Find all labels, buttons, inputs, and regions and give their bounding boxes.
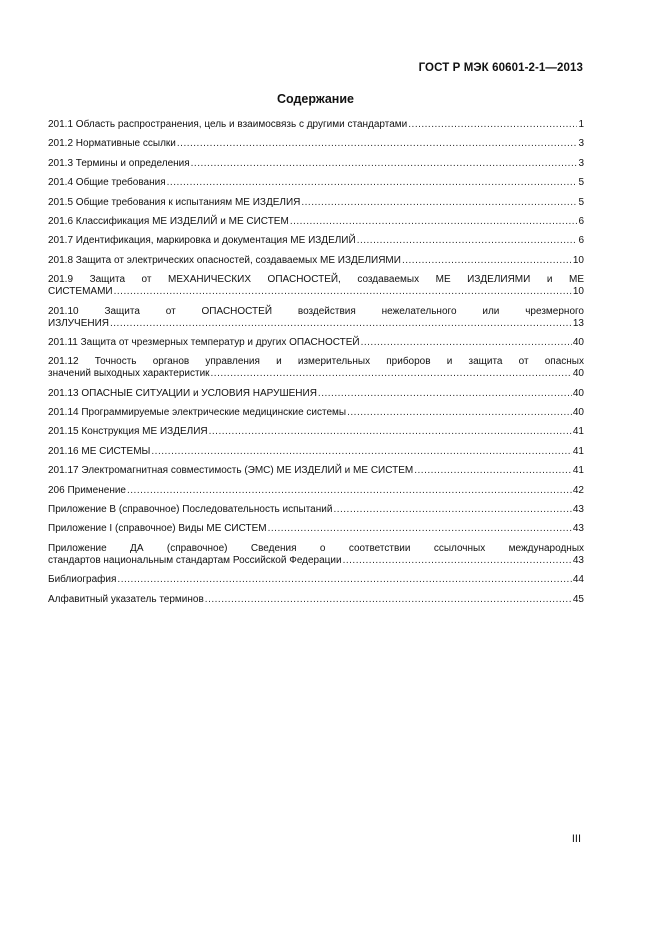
toc-entry[interactable] (48, 407, 584, 419)
toc-entry-title: 201.5 Общие требования к испытаниям МЕ ИЗДЕЛИЯ (48, 196, 301, 208)
toc-entry-page: 5 (578, 177, 584, 189)
toc-entry-title: Приложение В (справочное) Последовательность испытаний (48, 504, 333, 516)
toc-entry[interactable] (48, 177, 584, 189)
toc-entry-line (48, 407, 584, 419)
toc-entry-page: 1 (578, 119, 584, 130)
toc-leader-dots (127, 485, 572, 497)
toc-entry[interactable] (48, 337, 584, 349)
toc-entry-title: 201.8 Защита от электрических опасностей, создаваемых МЕ ИЗДЕЛИЯМИ (48, 254, 401, 266)
toc-entry-title: Алфавитный указатель терминов (48, 593, 204, 605)
toc-entry-page: 5 (578, 196, 584, 208)
table-of-contents (48, 119, 584, 613)
toc-entry-title: 201.4 Общие требования (48, 177, 166, 189)
toc-leader-dots (333, 504, 571, 516)
toc-entry-title: 206 Применение (48, 484, 126, 496)
toc-entry[interactable] (48, 158, 584, 170)
toc-entry-title-line2: ИЗЛУЧЕНИЯ (48, 317, 109, 329)
toc-entry[interactable] (48, 426, 584, 438)
toc-leader-dots (343, 555, 572, 567)
toc-entry-line (48, 465, 584, 477)
toc-entry-page: 10 (572, 286, 584, 298)
document-code-header: ГОСТ Р МЭК 60601-2-1—2013 (418, 62, 583, 74)
toc-title (0, 92, 661, 106)
toc-entry-page: 43 (572, 554, 584, 566)
toc-entry-page: 6 (578, 215, 584, 227)
toc-entry[interactable] (48, 446, 584, 458)
toc-entry-title: 201.17 Электромагнитная совместимость (ЭМС) МЕ ИЗДЕЛИЙ и МЕ СИСТЕМ (48, 465, 414, 477)
toc-leader-dots (408, 119, 577, 131)
toc-entry-page: 43 (572, 504, 584, 516)
toc-leader-dots (167, 177, 578, 189)
toc-entry-line (48, 523, 584, 535)
toc-entry-line (48, 446, 584, 458)
toc-leader-dots (301, 197, 577, 209)
toc-entry[interactable] (48, 119, 584, 131)
toc-entry-title: 201.14 Программируемые электрические медицинские системы (48, 407, 347, 419)
toc-entry-line (48, 337, 584, 349)
toc-entry-page: 44 (572, 574, 584, 586)
toc-leader-dots (209, 426, 572, 438)
toc-entry-line (48, 368, 584, 380)
toc-leader-dots (361, 337, 572, 349)
toc-entry-page: 3 (578, 157, 584, 169)
toc-leader-dots (191, 158, 578, 170)
toc-entry[interactable] (48, 485, 584, 497)
toc-entry-title: 201.11 Защита от чрезмерных температур и других ОПАСНОСТЕЙ (48, 336, 360, 348)
toc-entry[interactable] (48, 504, 584, 516)
toc-entry-page: 42 (572, 484, 584, 496)
toc-entry[interactable] (48, 216, 584, 228)
toc-entry-title-line1: 201.10 Защита от ОПАСНОСТЕЙ воздействия нежелательного или чрезмерного (48, 305, 584, 317)
toc-entry[interactable] (48, 235, 584, 247)
toc-entry[interactable] (48, 306, 584, 330)
toc-entry-title: 201.6 Классификация МЕ ИЗДЕЛИЙ и МЕ СИСТЕМ (48, 215, 289, 227)
toc-entry-page: 10 (572, 254, 584, 266)
toc-entry-title: 201.2 Нормативные ссылки (48, 138, 176, 150)
toc-entry-title: 201.7 Идентификация, маркировка и документация МЕ ИЗДЕЛИЙ (48, 235, 356, 247)
toc-entry-title: 201.1 Область распространения, цель и взаимосвязь с другими стандартами (48, 119, 408, 130)
toc-entry-line (48, 388, 584, 400)
toc-title-text: Содержание (276, 92, 354, 106)
toc-entry-line (48, 426, 584, 438)
toc-entry-title: 201.15 Конструкция МЕ ИЗДЕЛИЯ (48, 426, 208, 438)
toc-entry[interactable] (48, 574, 584, 586)
toc-entry-line (48, 216, 584, 228)
toc-leader-dots (290, 216, 578, 228)
toc-entry[interactable] (48, 274, 584, 298)
toc-leader-dots (177, 138, 578, 150)
toc-entry-line (48, 555, 584, 567)
toc-leader-dots (110, 318, 572, 330)
toc-leader-dots (205, 594, 572, 606)
toc-entry-title: 201.3 Термины и определения (48, 157, 190, 169)
toc-entry-page: 13 (572, 317, 584, 329)
toc-leader-dots (402, 255, 572, 267)
toc-entry-title-line1: 201.9 Защита от МЕХАНИЧЕСКИХ ОПАСНОСТЕЙ, создаваемых МЕ ИЗДЕЛИЯМИ и МЕ (48, 274, 584, 286)
toc-entry[interactable] (48, 138, 584, 150)
toc-entry-page: 40 (572, 407, 584, 419)
toc-entry-title-line2: стандартов национальным стандартам Российской Федерации (48, 554, 342, 566)
toc-entry-title-line2: значений выходных характеристик (48, 368, 210, 380)
toc-entry-line (48, 197, 584, 209)
toc-entry-page: 45 (572, 593, 584, 605)
toc-leader-dots (151, 446, 571, 458)
toc-entry-page: 40 (572, 368, 584, 380)
toc-entry[interactable] (48, 594, 584, 606)
toc-entry[interactable] (48, 388, 584, 400)
toc-entry-page: 41 (572, 465, 584, 477)
toc-entry-line (48, 235, 584, 247)
toc-entry-title: 201.16 МЕ СИСТЕМЫ (48, 445, 151, 457)
toc-entry-line (48, 485, 584, 497)
toc-leader-dots (117, 574, 571, 586)
toc-entry-page: 41 (572, 426, 584, 438)
toc-entry-page: 3 (578, 138, 584, 150)
toc-entry-page: 43 (572, 523, 584, 535)
toc-entry-title: Приложение I (справочное) Виды МЕ СИСТЕМ (48, 523, 267, 535)
toc-leader-dots (318, 388, 572, 400)
toc-entry-title: 201.13 ОПАСНЫЕ СИТУАЦИИ и УСЛОВИЯ НАРУШЕНИЯ (48, 387, 317, 399)
page-number-footer: III (571, 833, 581, 845)
toc-entry-title: Библиография (48, 574, 117, 586)
toc-entry[interactable] (48, 255, 584, 267)
toc-leader-dots (357, 235, 578, 247)
toc-entry-line (48, 158, 584, 170)
toc-entry-page: 40 (572, 387, 584, 399)
toc-entry-page: 6 (578, 235, 584, 247)
toc-entry-line (48, 177, 584, 189)
toc-entry-line (48, 574, 584, 586)
toc-entry-title-line1: Приложение ДА (справочное) Сведения о соответствии ссылочных международных (48, 542, 584, 554)
toc-entry-title-line1: 201.12 Точность органов управления и измерительных приборов и защита от опасных (48, 356, 584, 368)
toc-leader-dots (414, 465, 572, 477)
toc-entry-line (48, 255, 584, 267)
toc-leader-dots (268, 523, 572, 535)
toc-leader-dots (211, 368, 572, 380)
toc-entry-line (48, 504, 584, 516)
toc-entry[interactable] (48, 356, 584, 380)
toc-entry-line (48, 594, 584, 606)
toc-entry-line (48, 286, 584, 298)
toc-entry[interactable] (48, 523, 584, 535)
toc-entry[interactable] (48, 543, 584, 567)
toc-entry-title-line2: СИСТЕМАМИ (48, 286, 113, 298)
toc-leader-dots (114, 286, 572, 298)
toc-entry[interactable] (48, 465, 584, 477)
toc-entry-page: 40 (572, 336, 584, 348)
toc-entry[interactable] (48, 197, 584, 209)
toc-leader-dots (347, 407, 572, 419)
toc-entry-line (48, 138, 584, 150)
toc-entry-line (48, 318, 584, 330)
toc-entry-page: 41 (572, 445, 584, 457)
toc-entry-line (48, 119, 584, 131)
